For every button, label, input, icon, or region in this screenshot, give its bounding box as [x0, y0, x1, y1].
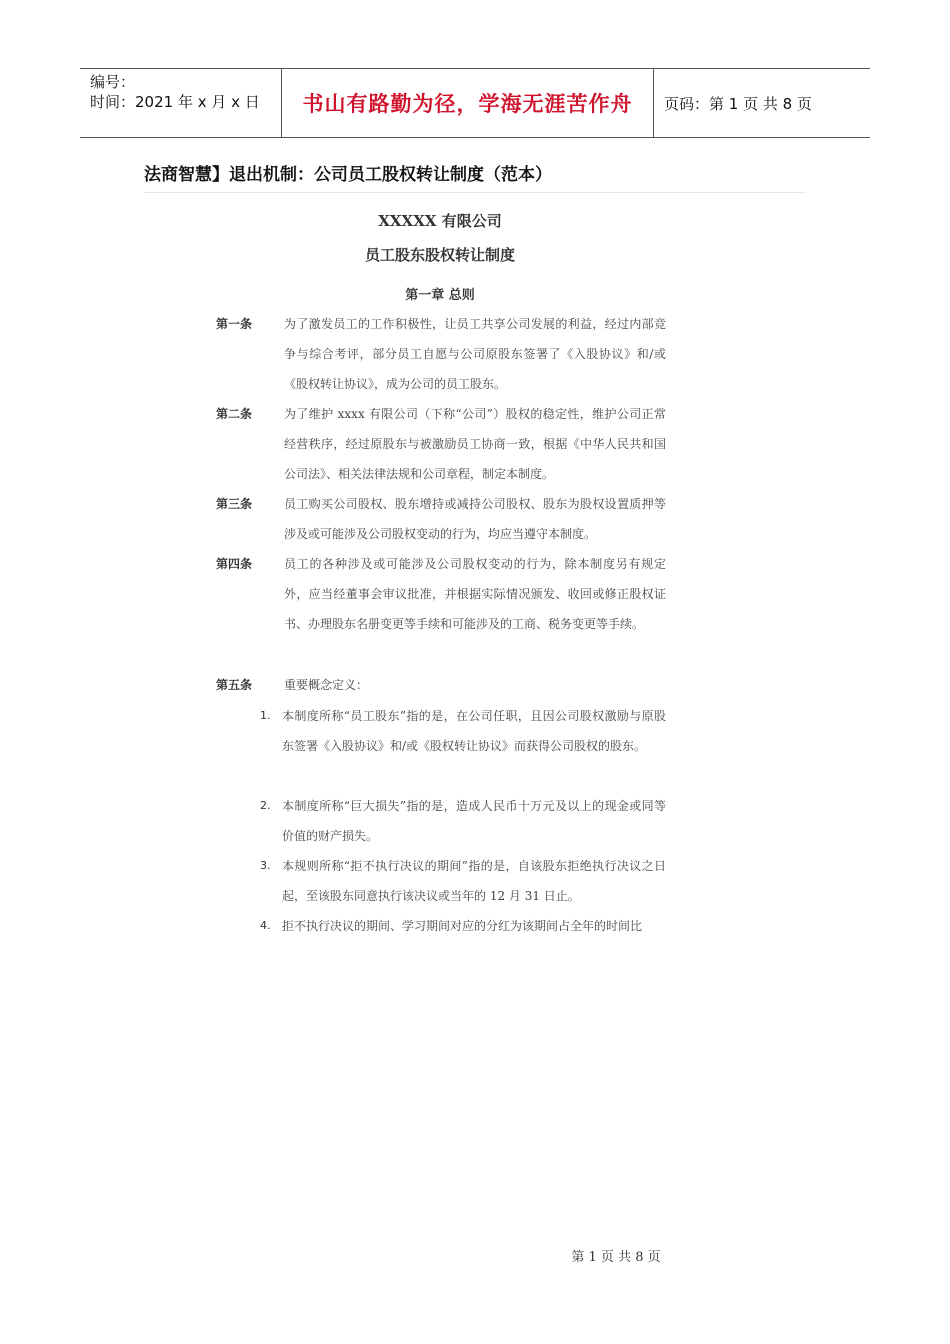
- article-text: 员工购买公司股权、股东增持或减持公司股权、股东为股权设置质押等涉及或可能涉及公司股权变动的行为，均应当遵守本制度。: [284, 497, 666, 541]
- definition-item-4: [260, 911, 666, 941]
- document-title: 员工股东股权转让制度: [364, 246, 515, 264]
- article-label: 第二条: [216, 407, 253, 421]
- article-3: [216, 489, 666, 549]
- company-name: XXXXX 有限公司: [378, 212, 502, 230]
- document-heading: 法商智慧】退出机制：公司员工股权转让制度（范本）: [144, 165, 552, 185]
- article-label: 第一条: [216, 317, 253, 331]
- item-text: 本规则所称“拒不执行决议的期间”指的是，自该股东拒绝执行决议之日起，至该股东同意执行该决议或当年的 12 月 31 日止。: [282, 859, 666, 903]
- article-text: 重要概念定义：: [284, 678, 369, 692]
- item-text: 本制度所称“员工股东”指的是，在公司任职，且因公司股权激励与原股东签署《入股协议》和/或《股权转让协议》而获得公司股权的股东。: [282, 709, 666, 753]
- item-number: 2.: [260, 799, 271, 812]
- definition-item-1: [260, 701, 666, 761]
- article-label: 第三条: [216, 497, 253, 511]
- header-motto-cell: [281, 69, 654, 137]
- chapter-title: 第一章 总则: [405, 288, 475, 303]
- item-number: 3.: [260, 859, 271, 872]
- item-number: 4.: [260, 919, 271, 932]
- article-text: 员工的各种涉及或可能涉及公司股权变动的行为，除本制度另有规定外，应当经董事会审议批准，并根据实际情况颁发、收回或修正股权证书、办理股东名册变更等手续和可能涉及的工商、税务变更等手续。: [284, 557, 666, 631]
- article-2: [216, 399, 666, 489]
- article-text: 为了维护 xxxx 有限公司（下称“公司”）股权的稳定性，维护公司正常经营秩序，经过原股东与被激励员工协商一致，根据《中华人民共和国公司法》、相关法律法规和公司章程，制定本制度。: [284, 407, 666, 481]
- item-number: 1.: [260, 709, 271, 722]
- page-footer: 第 1 页 共 8 页: [571, 1250, 661, 1265]
- article-1: [216, 309, 666, 399]
- heading-divider: [144, 192, 806, 193]
- definition-item-2: [260, 791, 666, 851]
- header-motto: 书山有路勤为径，学海无涯苦作舟: [302, 92, 633, 116]
- header-page-info: 页码：第 1 页 共 8 页: [664, 94, 812, 113]
- article-5: [216, 670, 666, 700]
- article-label: 第五条: [216, 678, 253, 692]
- item-text: 本制度所称“巨大损失”指的是，造成人民币十万元及以上的现金或同等价值的财产损失。: [282, 799, 666, 843]
- article-label: 第四条: [216, 557, 253, 571]
- header-meta: [80, 69, 281, 137]
- time-label: 时间：2021 年 x 月 x 日: [90, 93, 260, 111]
- number-label: 编号：: [90, 73, 136, 91]
- article-4: [216, 549, 666, 639]
- article-text: 为了激发员工的工作积极性，让员工共享公司发展的利益，经过内部竞争与综合考评，部分员工自愿与公司原股东签署了《入股协议》和/或《股权转让协议》，成为公司的员工股东。: [284, 317, 666, 391]
- definition-item-3: [260, 851, 666, 911]
- item-text: 拒不执行决议的期间、学习期间对应的分红为该期间占全年的时间比: [282, 919, 643, 933]
- page-header: [80, 68, 870, 138]
